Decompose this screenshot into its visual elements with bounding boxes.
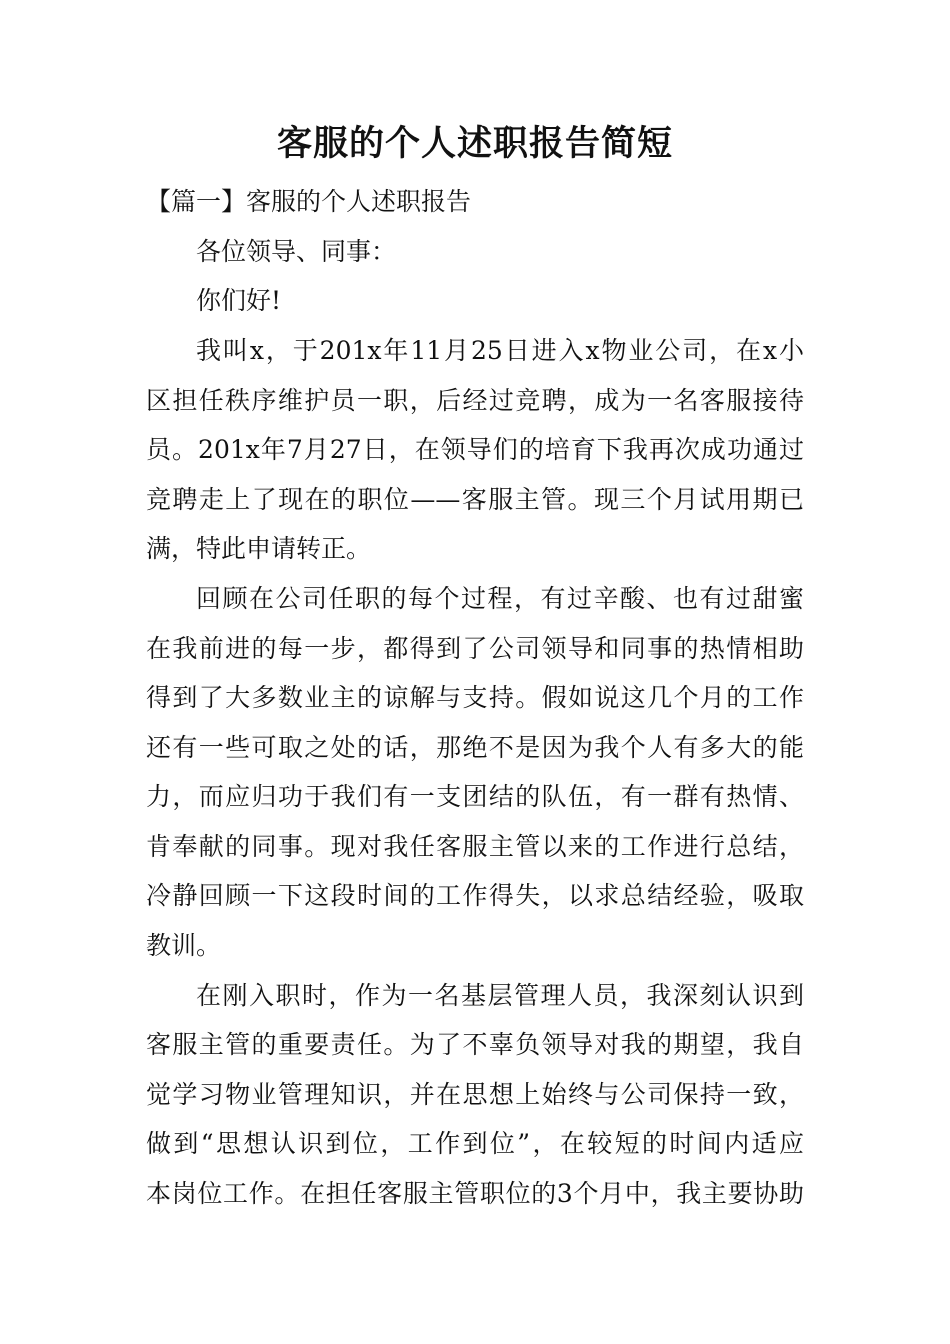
text-line: 在我前进的每一步，都得到了公司领导和同事的热情相助 — [146, 634, 804, 663]
text-line: 员。201x年7月27日，在领导们的培育下我再次成功通过 — [146, 435, 804, 464]
text-line: 你们好! — [196, 286, 282, 315]
text-line: 竞聘走上了现在的职位——客服主管。现三个月试用期已 — [146, 485, 804, 514]
text-line: 客服主管的重要责任。为了不辜负领导对我的期望，我自 — [146, 1030, 804, 1059]
text-line: 觉学习物业管理知识，并在思想上始终与公司保持一致， — [146, 1080, 804, 1109]
text-line: 得到了大多数业主的谅解与支持。假如说这几个月的工作 — [146, 683, 804, 712]
text-line: 力，而应归功于我们有一支团结的队伍，有一群有热情、 — [146, 782, 804, 811]
section-heading: 【篇一】客服的个人述职报告 — [146, 187, 472, 216]
text-line: 本岗位工作。在担任客服主管职位的3个月中，我主要协助 — [146, 1179, 804, 1208]
text-line: 满，特此申请转正。 — [146, 534, 372, 563]
text-line: 教训。 — [146, 931, 222, 960]
text-line: 我叫x，于201x年11月25日进入x物业公司，在x小 — [196, 336, 804, 365]
text-line: 各位领导、同事： — [196, 237, 397, 266]
text-line: 肯奉献的同事。现对我任客服主管以来的工作进行总结， — [146, 832, 804, 861]
document-title: 客服的个人述职报告简短 — [276, 123, 673, 164]
text-line: 做到“思想认识到位，工作到位”，在较短的时间内适应 — [146, 1129, 804, 1158]
text-line: 区担任秩序维护员一职，后经过竞聘，成为一名客服接待 — [146, 386, 804, 415]
text-line: 冷静回顾一下这段时间的工作得失，以求总结经验，吸取 — [146, 881, 804, 910]
text-line: 在刚入职时，作为一名基层管理人员，我深刻认识到 — [196, 981, 804, 1010]
text-line: 还有一些可取之处的话，那绝不是因为我个人有多大的能 — [146, 733, 804, 762]
text-line: 回顾在公司任职的每个过程，有过辛酸、也有过甜蜜 — [196, 584, 804, 613]
